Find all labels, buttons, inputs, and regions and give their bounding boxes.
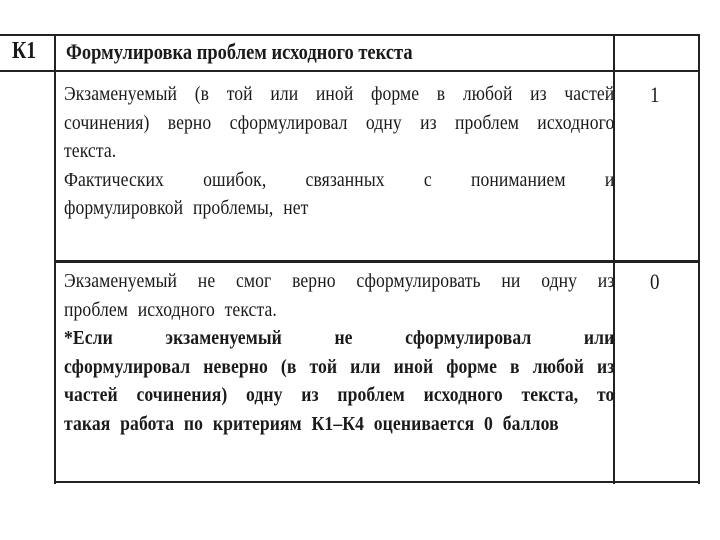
word: проблем (337, 384, 405, 406)
row-1-description (64, 80, 614, 223)
word: из (530, 83, 547, 105)
word: проблемы, (193, 197, 274, 219)
word: ни (501, 270, 521, 292)
word: *Если (64, 327, 113, 349)
criteria-table (0, 34, 700, 484)
word: одну (541, 270, 578, 292)
word: сформулировал (64, 355, 191, 378)
word: баллов (502, 412, 559, 435)
word: форме (446, 355, 498, 378)
word: текста. (64, 140, 117, 162)
word: иной (393, 355, 434, 378)
word: не (197, 270, 216, 292)
word: Экзаменуемый (64, 270, 178, 292)
word: неверно (203, 355, 268, 378)
word: формулировкой (64, 197, 184, 219)
word: верно (292, 270, 336, 292)
row-2-line-2 (64, 296, 614, 325)
word: смог (235, 270, 272, 292)
word: сформулировал (229, 111, 348, 134)
word: сформулировал (405, 327, 532, 349)
word: одну (365, 111, 402, 134)
word: то (596, 384, 615, 406)
word: текста, (521, 384, 579, 406)
word: из (596, 355, 615, 378)
word: с (423, 168, 432, 191)
word: пониманием (470, 168, 566, 191)
table-right-border (698, 34, 700, 484)
row-1-line-2 (64, 109, 614, 138)
word: связанных (305, 168, 385, 191)
word: проблем (454, 111, 519, 134)
word: не (334, 327, 353, 349)
word: оценивается (373, 412, 475, 435)
word: и (604, 168, 615, 191)
word: Экзаменуемый (64, 83, 178, 105)
row-2-score: 0 (650, 269, 660, 294)
header-row-divider (0, 70, 700, 72)
criterion-title: Формулировка проблем исходного текста (66, 39, 413, 64)
word: одну (246, 384, 283, 406)
table-bottom-border (56, 481, 700, 483)
row-1-score: 1 (650, 82, 660, 107)
word: исходного (537, 111, 615, 134)
word: или (583, 327, 615, 349)
word: или (350, 355, 381, 378)
word: сочинения) (136, 384, 228, 406)
word: работа (120, 412, 175, 435)
word: такая (64, 412, 111, 435)
row-1-line-1 (64, 80, 614, 109)
word: любой (532, 355, 584, 378)
word: Фактических (64, 168, 164, 191)
word: критериям (212, 412, 302, 435)
word: верно (167, 111, 212, 134)
row-2-note-line-2 (64, 353, 614, 382)
row-1-line-5 (64, 194, 614, 223)
row-1-line-4 (64, 166, 614, 195)
row-2-note-line-1 (64, 324, 614, 353)
row-2-note-line-3 (64, 381, 614, 410)
word: экзаменуемый (165, 327, 282, 349)
word: ошибок, (203, 168, 267, 191)
word: сформулировать (356, 270, 481, 292)
word: сочинения) (64, 111, 150, 134)
word: из (420, 111, 437, 134)
word: в (436, 83, 446, 105)
word: иной (315, 83, 354, 105)
row-1-line-3 (64, 137, 614, 166)
word: форме (370, 83, 420, 105)
word: в (510, 355, 520, 378)
word: проблем (64, 298, 128, 321)
code-column-border (54, 34, 56, 484)
word: любой (462, 83, 513, 105)
row-2-description (64, 267, 614, 438)
row-divider (56, 260, 700, 263)
word: нет (283, 197, 309, 219)
word: (в (194, 83, 210, 105)
word: или (270, 83, 299, 105)
word: из (597, 270, 615, 292)
word: частей (64, 384, 118, 406)
table-top-border (0, 34, 700, 36)
word: из (301, 384, 319, 406)
row-2-line-1 (64, 267, 614, 296)
word: той (309, 355, 338, 378)
word: (в (280, 355, 297, 378)
criterion-code: К1 (12, 38, 37, 64)
word: частей (564, 83, 615, 105)
word: той (226, 83, 253, 105)
word: К1–К4 (311, 412, 364, 435)
word: текста. (224, 298, 277, 321)
word: 0 (484, 412, 493, 435)
row-2-note-line-4 (64, 410, 614, 439)
word: по (183, 412, 204, 435)
word: исходного (137, 298, 215, 321)
word: исходного (423, 384, 503, 406)
